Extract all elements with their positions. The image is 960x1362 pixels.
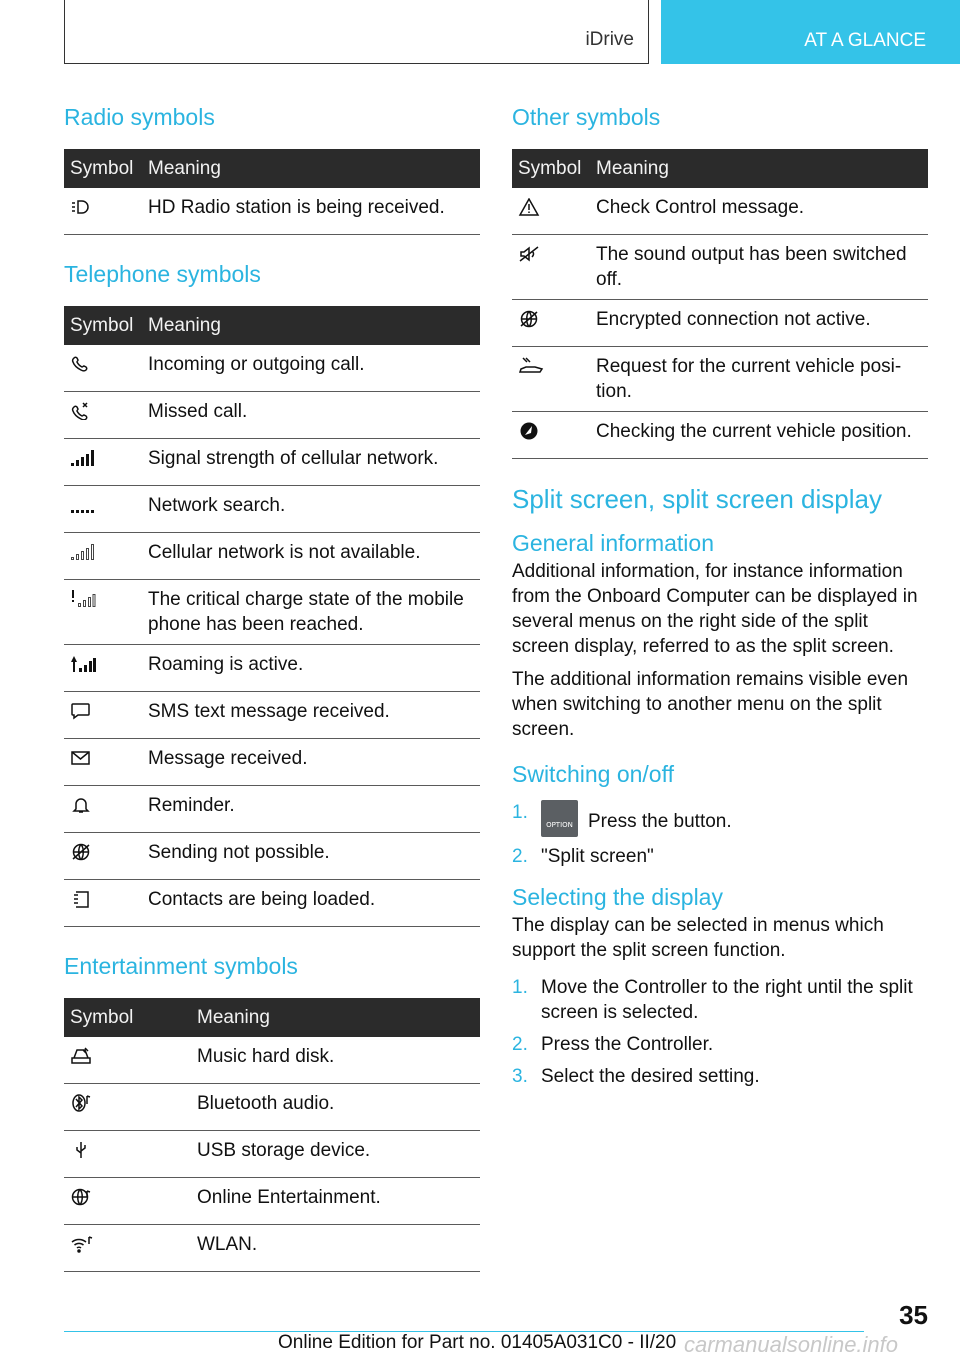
col-symbol: Symbol: [64, 306, 142, 345]
table-row: [64, 533, 480, 580]
other-table: [512, 149, 928, 459]
watermark: carmanualsonline.info: [684, 1332, 899, 1357]
no-network-icon: [70, 540, 94, 565]
meaning-cell: Signal strength of cellular network.: [142, 439, 480, 486]
step-text: "Split screen": [541, 846, 654, 867]
usb-icon: [70, 1138, 94, 1163]
contacts-loading-icon: [70, 887, 94, 912]
header-section-box: [64, 0, 649, 64]
step-text: Press the button.: [588, 811, 732, 832]
select-paragraph: The display can be selected in menus which support the split screen function.: [512, 915, 884, 961]
split-heading: Split screen, split screen display: [512, 484, 882, 514]
missed-call-icon: [70, 399, 94, 424]
header-section-title: iDrive: [585, 29, 634, 50]
step-number: 1.: [512, 802, 528, 823]
table-row: [64, 786, 480, 833]
sending-blocked-icon: [70, 840, 94, 865]
table-row: [64, 1084, 480, 1131]
position-check-icon: [518, 419, 542, 444]
signal-strength-icon: [70, 446, 94, 471]
table-row: [64, 645, 480, 692]
meaning-cell: Request for the current vehicle position.: [590, 347, 928, 412]
table-row: [512, 300, 928, 347]
meaning-cell: Cellular network is not available.: [142, 533, 480, 580]
table-row: [64, 1131, 480, 1178]
table-row: [64, 188, 480, 235]
meaning-cell: HD Radio station is being received.: [142, 188, 480, 235]
table-header: [512, 149, 928, 188]
radio-heading: Radio symbols: [64, 104, 215, 130]
col-meaning: Meaning: [142, 306, 480, 345]
list-item: [512, 844, 928, 869]
header-tab: [661, 0, 960, 64]
table-row: [512, 347, 928, 412]
meaning-cell: Network search.: [142, 486, 480, 533]
table-row: [64, 392, 480, 439]
table-row: [64, 486, 480, 533]
wlan-icon: [70, 1232, 94, 1257]
table-row: [64, 833, 480, 880]
meaning-cell: Bluetooth audio.: [191, 1084, 480, 1131]
meaning-cell: Message received.: [142, 739, 480, 786]
network-search-icon: [70, 493, 94, 518]
header-tab-label: AT A GLANCE: [804, 30, 926, 51]
select-steps: [512, 975, 928, 1089]
table-header: [64, 998, 480, 1037]
meaning-cell: Music hard disk.: [191, 1037, 480, 1084]
col-meaning: Meaning: [191, 998, 480, 1037]
step-number: 2.: [512, 1034, 528, 1055]
table-row: [512, 188, 928, 235]
table-row: [64, 1037, 480, 1084]
phone-handset-icon: [70, 352, 94, 377]
table-header: [64, 306, 480, 345]
list-item: [512, 975, 928, 1025]
step-number: 1.: [512, 977, 528, 998]
col-symbol: Symbol: [512, 149, 590, 188]
general-heading: General information: [512, 530, 714, 556]
table-row: [64, 345, 480, 392]
meaning-cell: Contacts are being loaded.: [142, 880, 480, 927]
warning-triangle-icon: [518, 195, 542, 220]
table-row: [512, 412, 928, 459]
telephone-heading: Telephone symbols: [64, 261, 261, 287]
step-text: Press the Controller.: [541, 1034, 714, 1055]
meaning-cell: Check Control message.: [590, 188, 928, 235]
meaning-cell: Missed call.: [142, 392, 480, 439]
table-row: [64, 692, 480, 739]
right-column: [512, 100, 928, 1099]
step-number: 3.: [512, 1066, 528, 1087]
meaning-cell: The critical charge state of the mobile phone has been reached.: [142, 580, 480, 645]
encryption-off-icon: [518, 307, 542, 332]
entertainment-table: [64, 998, 480, 1272]
meaning-cell: Roaming is active.: [142, 645, 480, 692]
telephone-table: [64, 306, 480, 927]
footer-edition: Online Edition for Part no. 01405A031C0 - II/20: [278, 1332, 677, 1353]
entertainment-heading: Entertainment symbols: [64, 953, 298, 979]
col-symbol: Symbol: [64, 998, 191, 1037]
table-row: [64, 439, 480, 486]
col-meaning: Meaning: [590, 149, 928, 188]
online-entertainment-icon: [70, 1185, 94, 1210]
table-row: [64, 880, 480, 927]
table-row: [512, 235, 928, 300]
sound-off-icon: [518, 242, 542, 267]
position-request-icon: [518, 354, 542, 379]
step-text: Select the desired setting.: [541, 1066, 760, 1087]
critical-charge-icon: [70, 587, 94, 612]
bell-icon: [70, 793, 94, 818]
option-button-icon: OPTION: [541, 800, 578, 837]
col-symbol: Symbol: [64, 149, 142, 188]
envelope-icon: [70, 746, 94, 771]
list-item: [512, 1032, 928, 1057]
sms-icon: [70, 699, 94, 724]
table-row: [64, 1225, 480, 1272]
radio-table: [64, 149, 480, 235]
table-row: [64, 580, 480, 645]
hd-radio-icon: [70, 195, 94, 220]
col-meaning: Meaning: [142, 149, 480, 188]
meaning-cell: Incoming or outgoing call.: [142, 345, 480, 392]
meaning-cell: Sending not possible.: [142, 833, 480, 880]
switch-steps: [512, 800, 928, 869]
table-row: [64, 739, 480, 786]
table-header: [64, 149, 480, 188]
meaning-cell: Checking the current vehicle position.: [590, 412, 928, 459]
table-row: [64, 1178, 480, 1225]
step-text: Move the Controller to the right until the split screen is selected.: [541, 977, 913, 1023]
list-item: [512, 800, 928, 837]
meaning-cell: SMS text message received.: [142, 692, 480, 739]
meaning-cell: The sound output has been switched off.: [590, 235, 928, 300]
general-paragraph-1: Additional information, for instance information from the Onboard Computer can be displayed in several menus on the right side of the split screen display, referred to as the split screen.: [512, 561, 918, 657]
hard-disk-icon: [70, 1044, 94, 1069]
select-heading: Selecting the display: [512, 884, 723, 910]
meaning-cell: Encrypted connection not active.: [590, 300, 928, 347]
roaming-icon: [70, 652, 94, 677]
meaning-cell: WLAN.: [191, 1225, 480, 1272]
meaning-cell: Online Entertainment.: [191, 1178, 480, 1225]
bluetooth-audio-icon: [70, 1091, 94, 1116]
step-number: 2.: [512, 846, 528, 867]
left-column: [64, 100, 480, 1294]
other-heading: Other symbols: [512, 104, 661, 130]
list-item: [512, 1064, 928, 1089]
meaning-cell: USB storage device.: [191, 1131, 480, 1178]
meaning-cell: Reminder.: [142, 786, 480, 833]
general-paragraph-2: The additional information remains visible even when switching to another menu on the split screen.: [512, 669, 909, 740]
page-number: 35: [899, 1300, 928, 1330]
switch-heading: Switching on/off: [512, 761, 674, 787]
